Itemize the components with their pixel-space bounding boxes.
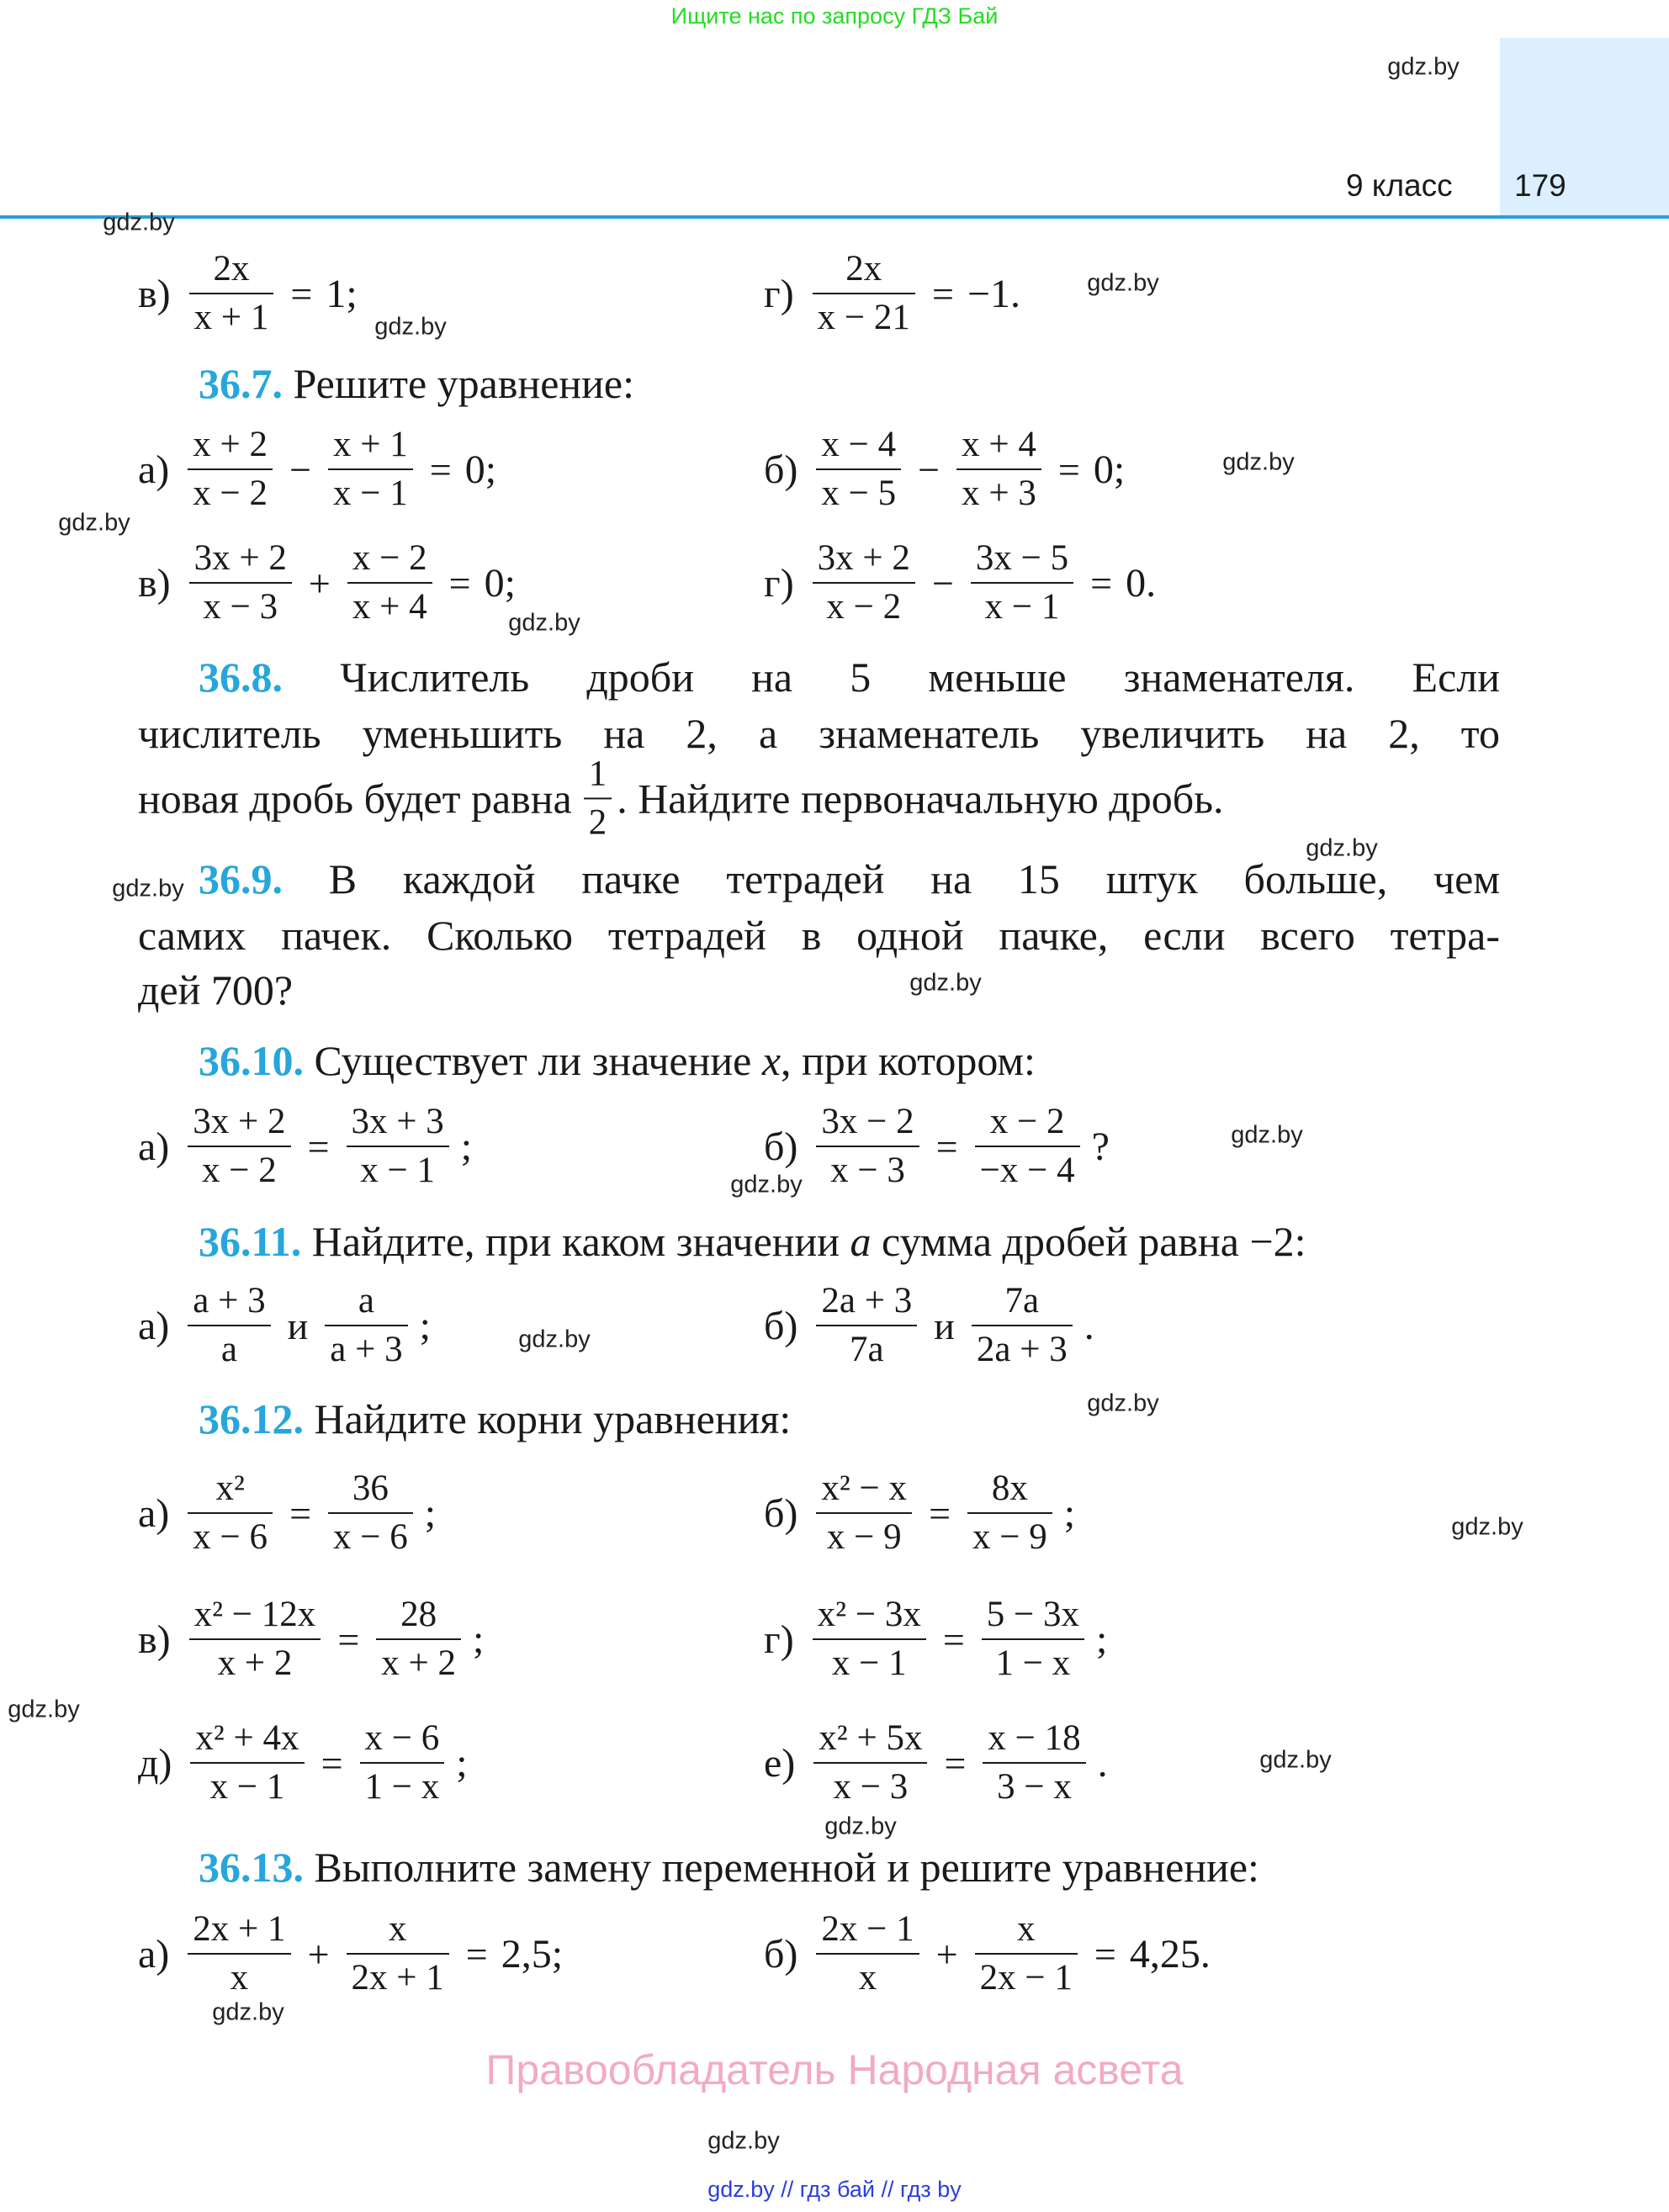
problem-text: В каждой пачке тетрадей на 15 штук больше, чем: [328, 855, 1500, 902]
fraction: [972, 1279, 1073, 1371]
fraction: [813, 247, 915, 339]
equation-value: 4,25.: [1129, 1931, 1211, 1977]
search-hint-banner: Ищите нас по запросу ГДЗ Бай: [670, 3, 999, 29]
denominator: x − 3: [813, 1762, 927, 1809]
denominator: x − 1: [813, 1638, 926, 1685]
copyright-watermark: Правообладатель Народная асвета: [485, 2046, 1184, 2093]
fraction: [328, 423, 413, 515]
fraction: [328, 1467, 413, 1558]
denominator: x − 5: [816, 468, 901, 516]
operator: =: [289, 1491, 312, 1535]
problem-text: Числитель дроби на 5 меньше знаменателя. Если: [340, 654, 1500, 701]
problem-text: . Найдите первоначальную дробь.: [617, 775, 1224, 822]
denominator: 2: [584, 797, 612, 844]
problem-number: 36.10.: [199, 1037, 304, 1084]
item-label: г): [764, 1617, 794, 1662]
operator: =: [944, 1741, 967, 1785]
item-label: б): [764, 1303, 798, 1348]
equation-row: [138, 1267, 431, 1384]
problem-text: Существует ли значение: [314, 1037, 762, 1084]
site-watermark: gdz.by: [374, 313, 447, 341]
site-watermark: gdz.by: [112, 875, 184, 902]
numerator: x²: [215, 1468, 245, 1509]
numerator: 3x + 3: [351, 1102, 444, 1142]
equation: [764, 1593, 1107, 1685]
equation: [138, 1100, 472, 1192]
equation-row: [138, 1454, 436, 1572]
problem-36-9-line: [199, 855, 1500, 903]
page-number: 179: [1514, 168, 1566, 203]
equation-row: [138, 1580, 484, 1698]
denominator: 2x + 1: [347, 1953, 449, 2000]
item-label: б): [764, 447, 798, 492]
equation-row: [764, 1580, 1107, 1698]
fraction: [813, 537, 915, 628]
denominator: x + 3: [956, 468, 1041, 516]
equation: [764, 1717, 1108, 1808]
equation: [764, 1908, 1211, 1999]
numerator: x² + 4x: [195, 1718, 299, 1759]
equation-row: [764, 1087, 1110, 1205]
footer-links[interactable]: gdz.by // гдз бай // гдз by: [707, 2177, 962, 2202]
numerator: x² + 5x: [819, 1718, 923, 1759]
problem-36-9-line: самих пачек. Сколько тетрадей в одной пачке, если всего тетра-: [138, 912, 1500, 959]
equation-row: [764, 524, 1156, 642]
fraction: [983, 1717, 1085, 1808]
problem-text: Решите уравнение:: [293, 360, 634, 407]
site-watermark: gdz.by: [103, 209, 175, 236]
numerator: 5 − 3x: [986, 1595, 1080, 1635]
item-label: е): [764, 1740, 796, 1786]
denominator: x − 2: [188, 468, 273, 516]
numerator: 3x − 5: [975, 538, 1069, 579]
equation: [764, 423, 1125, 515]
denominator: x − 3: [816, 1146, 919, 1193]
item-label: а): [138, 447, 170, 492]
equation-value: ;: [460, 1124, 473, 1169]
denominator: x − 1: [190, 1762, 304, 1809]
numerator: 2a + 3: [821, 1281, 913, 1321]
problem-36-8-line: [138, 752, 1500, 844]
site-watermark: gdz.by: [212, 1998, 284, 2026]
equation-value: ;: [1063, 1490, 1076, 1536]
site-watermark: gdz.by: [707, 2127, 780, 2155]
fraction: [975, 1908, 1078, 1999]
denominator: −x − 4: [975, 1146, 1080, 1193]
problem-number: 36.11.: [199, 1218, 302, 1265]
numerator: 7a: [1004, 1281, 1040, 1321]
equation-value: .: [1097, 1740, 1108, 1786]
equation: [138, 1593, 484, 1685]
fraction: [971, 537, 1073, 628]
numerator: 2x: [213, 249, 250, 289]
item-label: а): [138, 1490, 170, 1536]
equation: [138, 1717, 468, 1808]
equation-row: [764, 1704, 1108, 1822]
site-watermark: gdz.by: [58, 509, 130, 537]
fraction: [189, 1593, 321, 1685]
operator: −: [931, 561, 954, 605]
item-label: в): [138, 560, 171, 606]
equation-value: ;: [456, 1740, 468, 1786]
equation-value: ;: [473, 1617, 485, 1662]
numerator: 2x + 1: [193, 1909, 286, 1950]
equation: [764, 1467, 1075, 1558]
item-label: а): [138, 1124, 170, 1169]
equation-row: [138, 1087, 472, 1205]
operator: +: [935, 1932, 958, 1976]
site-watermark: gdz.by: [1387, 53, 1460, 81]
denominator: x + 2: [189, 1638, 321, 1685]
site-watermark: gdz.by: [1231, 1121, 1303, 1149]
operator: =: [935, 1125, 958, 1168]
numerator: a + 3: [193, 1281, 266, 1321]
operator: +: [308, 561, 331, 605]
denominator: 3 − x: [983, 1762, 1085, 1809]
denominator: x − 1: [971, 582, 1073, 629]
numerator: 3x + 2: [817, 538, 910, 579]
problem-text: новая дробь будет равна: [138, 775, 572, 822]
denominator: x + 4: [347, 582, 432, 629]
numerator: x − 2: [352, 538, 427, 579]
equation-value: 0;: [464, 447, 497, 492]
item-label: д): [138, 1740, 172, 1786]
header-divider: [0, 215, 1669, 219]
problem-number: 36.8.: [199, 654, 283, 701]
fraction: [347, 1908, 449, 1999]
denominator: x − 2: [188, 1146, 290, 1193]
numerator: x: [1017, 1909, 1036, 1950]
fraction: [189, 247, 274, 339]
item-label: б): [764, 1931, 798, 1977]
denominator: 1 − x: [982, 1638, 1084, 1685]
fraction: [188, 1100, 290, 1192]
numerator: x: [388, 1909, 407, 1950]
equation: [138, 247, 358, 339]
fraction: [190, 1717, 304, 1808]
operator: =: [465, 1932, 488, 1976]
equation-value: 0;: [484, 560, 516, 606]
variable: x: [761, 1037, 782, 1084]
equation-value: 0.: [1126, 560, 1157, 606]
denominator: x + 2: [376, 1638, 461, 1685]
operator: и: [934, 1304, 955, 1347]
site-watermark: gdz.by: [824, 1812, 897, 1840]
denominator: x − 3: [189, 582, 292, 629]
fraction: [188, 1467, 273, 1558]
equation-value: .: [1084, 1303, 1094, 1348]
fraction: [975, 1100, 1080, 1192]
equation: [138, 1467, 436, 1558]
variable: a: [850, 1218, 872, 1265]
fraction: [816, 423, 901, 515]
equation: [764, 1100, 1110, 1192]
problem-text: Выполните замену переменной и решите уравнение:: [314, 1844, 1259, 1891]
operator: =: [929, 1491, 951, 1535]
fraction: [325, 1279, 407, 1371]
equation: [764, 247, 1020, 339]
denominator: x − 9: [816, 1512, 912, 1559]
numerator: 36: [352, 1468, 389, 1509]
site-watermark: gdz.by: [8, 1696, 80, 1723]
denominator: 1 − x: [360, 1762, 445, 1809]
equation: [138, 423, 496, 515]
problem-text: Найдите корни уравнения:: [314, 1395, 792, 1442]
equation-value: 0;: [1093, 447, 1126, 492]
problem-36-8-line: числитель уменьшить на 2, а знаменатель увеличить на 2, то: [138, 710, 1500, 757]
operator: =: [931, 272, 954, 315]
fraction: [188, 1908, 290, 1999]
grade-label: 9 класс: [1346, 168, 1453, 203]
denominator: x − 6: [188, 1512, 273, 1559]
site-watermark: gdz.by: [1087, 1389, 1159, 1417]
equation-value: ?: [1091, 1124, 1110, 1169]
problem-36-12: [199, 1394, 791, 1443]
numerator: 3x + 2: [193, 538, 287, 579]
equation-row: [138, 524, 516, 642]
equation-row: [138, 1895, 563, 2013]
denominator: x − 6: [328, 1512, 413, 1559]
problem-36-10: [199, 1036, 1036, 1085]
equation: [138, 1908, 563, 1999]
denominator: 2x − 1: [975, 1953, 1078, 2000]
denominator: x − 21: [813, 293, 915, 340]
equation-value: ;: [419, 1303, 431, 1348]
fraction-one-half: [584, 752, 612, 844]
operator: =: [1090, 561, 1113, 605]
site-watermark: gdz.by: [518, 1326, 591, 1353]
fraction: [816, 1908, 919, 1999]
equation-row: [764, 410, 1125, 528]
fraction: [347, 537, 432, 628]
equation-row: [764, 1454, 1075, 1572]
operator: =: [1094, 1932, 1116, 1976]
operator: =: [337, 1617, 360, 1661]
denominator: x − 9: [967, 1512, 1052, 1559]
fraction: [347, 1100, 449, 1192]
item-label: в): [138, 271, 171, 316]
equation-value: 2,5;: [501, 1931, 564, 1977]
problem-number: 36.7.: [199, 360, 283, 407]
equation-value: 1;: [326, 271, 358, 316]
denominator: x: [816, 1953, 919, 2000]
fraction: [982, 1593, 1084, 1685]
numerator: 3x − 2: [821, 1102, 914, 1142]
denominator: a: [188, 1325, 270, 1372]
fraction: [967, 1467, 1052, 1558]
item-label: а): [138, 1931, 170, 1977]
equation: [764, 537, 1156, 628]
numerator: x + 1: [333, 425, 408, 465]
operator: −: [918, 447, 940, 491]
equation-row: [138, 410, 496, 528]
equation: [138, 537, 516, 628]
problem-text: сумма дробей равна −2:: [871, 1218, 1306, 1265]
numerator: x + 2: [193, 425, 268, 465]
numerator: x + 4: [962, 425, 1036, 465]
operator: −: [289, 447, 312, 491]
numerator: x² − x: [821, 1468, 908, 1509]
fraction: [188, 423, 273, 515]
equation-row: [138, 1704, 468, 1822]
numerator: 28: [400, 1595, 437, 1635]
numerator: 8x: [991, 1468, 1028, 1509]
numerator: 2x: [845, 249, 882, 289]
item-label: б): [764, 1490, 798, 1536]
item-label: г): [764, 271, 794, 316]
problem-36-11: [199, 1217, 1306, 1266]
operator: =: [429, 447, 452, 491]
denominator: x: [188, 1953, 290, 2000]
problem-number: 36.9.: [199, 855, 283, 902]
numerator: x − 6: [364, 1718, 440, 1759]
numerator: x − 2: [989, 1102, 1065, 1142]
problem-36-9-line: дей 700?: [138, 966, 294, 1013]
numerator: x² − 12x: [193, 1595, 316, 1635]
denominator: 7a: [816, 1325, 917, 1372]
fraction: [360, 1717, 445, 1808]
site-watermark: gdz.by: [1222, 448, 1295, 476]
operator: =: [942, 1617, 965, 1661]
operator: +: [307, 1932, 330, 1976]
equation: [138, 1279, 431, 1371]
fraction: [816, 1100, 919, 1192]
equation-row: [138, 235, 358, 352]
site-watermark: gdz.by: [1259, 1746, 1332, 1774]
problem-text: , при котором:: [781, 1037, 1036, 1084]
numerator: 2x − 1: [821, 1909, 914, 1950]
site-watermark: gdz.by: [1087, 269, 1159, 297]
equation-row: [764, 235, 1020, 352]
fraction: [813, 1593, 926, 1685]
item-label: г): [764, 560, 794, 606]
denominator: x − 2: [813, 582, 915, 629]
operator: =: [1057, 447, 1080, 491]
equation-value: ;: [1096, 1617, 1108, 1662]
equation-row: [764, 1895, 1211, 2013]
operator: =: [290, 272, 313, 315]
problem-36-13: [199, 1843, 1259, 1892]
denominator: x + 1: [189, 293, 274, 340]
equation-value: −1.: [967, 271, 1020, 316]
equation-value: ;: [424, 1490, 437, 1536]
operator: =: [321, 1741, 343, 1785]
problem-number: 36.12.: [199, 1395, 304, 1442]
fraction: [376, 1593, 461, 1685]
fraction: [189, 537, 292, 628]
site-watermark: gdz.by: [508, 609, 580, 637]
numerator: a: [358, 1281, 374, 1321]
fraction: [956, 423, 1041, 515]
operator: =: [307, 1125, 330, 1168]
problem-36-7: [199, 359, 634, 408]
fraction: [816, 1279, 917, 1371]
numerator: x² − 3x: [817, 1595, 921, 1635]
numerator: 3x + 2: [193, 1102, 286, 1142]
equation: [764, 1279, 1094, 1371]
fraction: [816, 1467, 912, 1558]
item-label: в): [138, 1617, 171, 1662]
problem-number: 36.13.: [199, 1844, 304, 1891]
numerator: x − 4: [821, 425, 897, 465]
site-watermark: gdz.by: [909, 969, 982, 997]
problem-36-8-line: [199, 653, 1500, 701]
item-label: а): [138, 1303, 170, 1348]
operator: и: [287, 1304, 309, 1347]
denominator: 2a + 3: [972, 1325, 1073, 1372]
site-watermark: gdz.by: [1451, 1513, 1523, 1541]
numerator: x − 18: [988, 1718, 1081, 1759]
equation-row: [764, 1267, 1094, 1384]
denominator: a + 3: [325, 1325, 407, 1372]
site-watermark: gdz.by: [1306, 834, 1378, 862]
denominator: x − 1: [347, 1146, 449, 1193]
operator: =: [448, 561, 471, 605]
denominator: x − 1: [328, 468, 413, 516]
fraction: [188, 1279, 270, 1371]
problem-text: Найдите, при каком значении: [311, 1218, 850, 1265]
numerator: 1: [588, 754, 607, 794]
site-watermark: gdz.by: [730, 1171, 803, 1199]
fraction: [813, 1717, 927, 1808]
item-label: б): [764, 1124, 798, 1169]
